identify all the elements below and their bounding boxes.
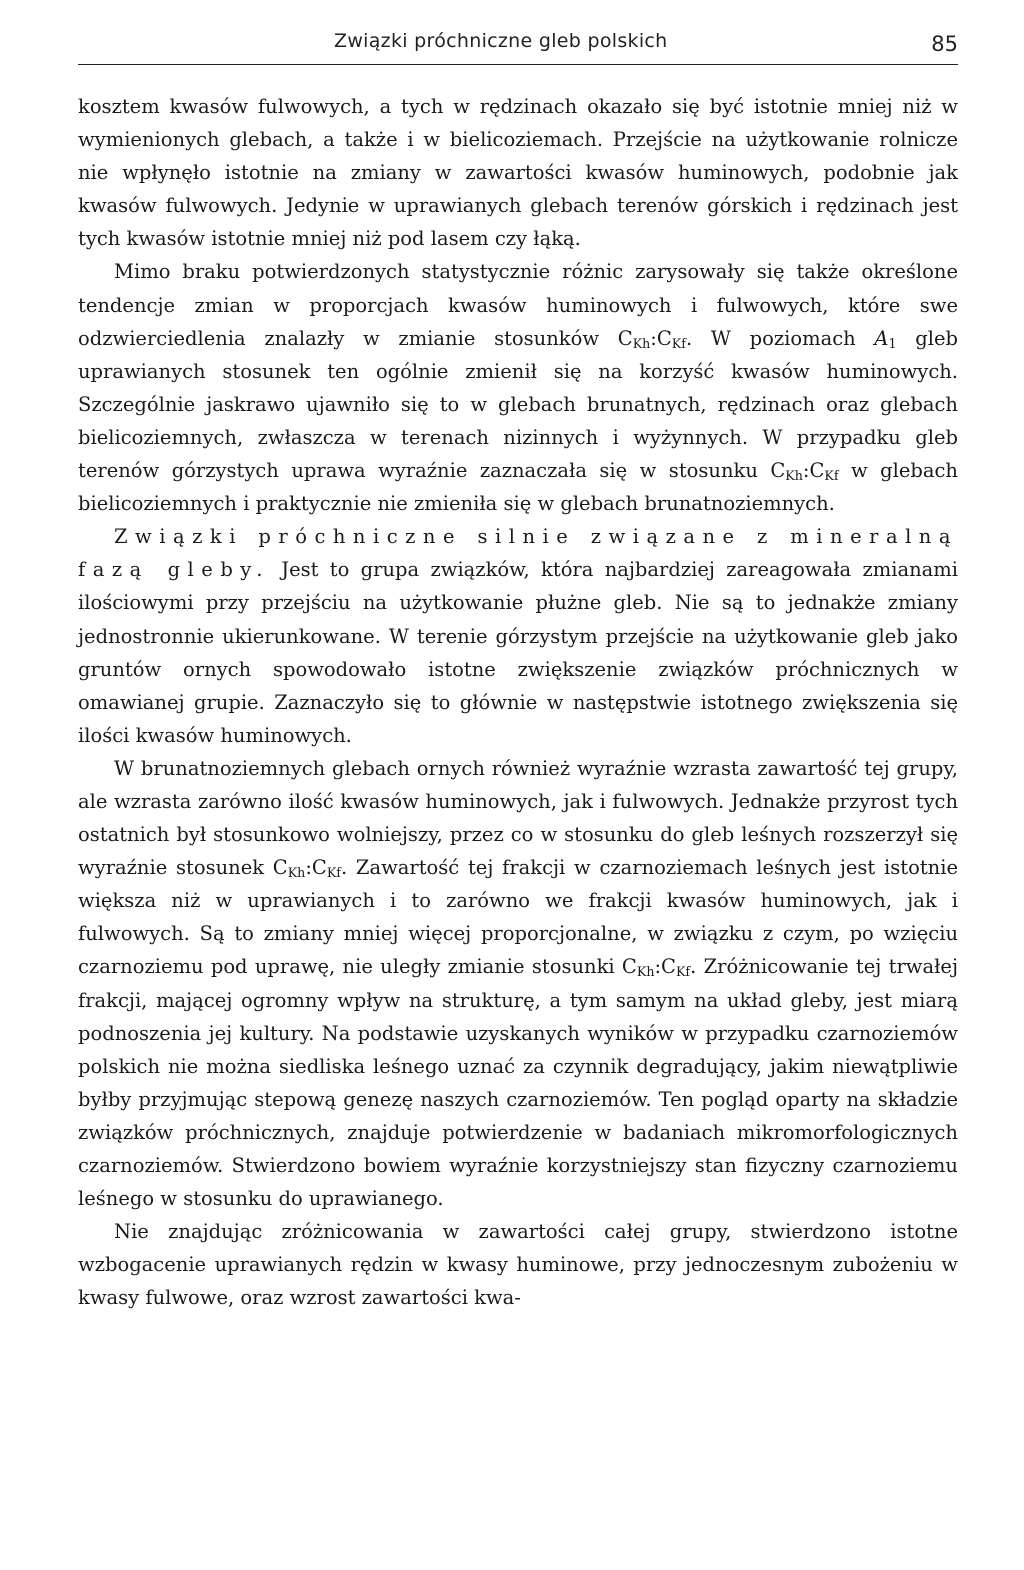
text-run: . Zróżnicowanie tej trwałej frakcji, mającej ogromny wpływ na strukturę, a tym samym na układ gleby, jest miarą podnoszenia jej kultury. Na podstawie uzyskanych wyników w przypadku czarnoziemów polskich nie można siedliska leśnego uznać za czynnik degradujący, jakim niewątpliwie byłby przyjmując stepową genezę naszych czarnoziemów. Ten pogląd oparty na składzie związków próchnicznych, znajduje potwierdzenie w badaniach mikromorfologicznych czarnoziemów. Stwierdzono bowiem wyraźnie korzystniejszy stan fizyczny czarnoziemu leśnego w stosunku do uprawianego. (78, 955, 958, 1211)
text-run: . Zawartość tej frakcji w czarnoziemach leśnych jest istotnie większa niż w uprawianych i to zarówno we frakcji kwasów huminowych, jak i fulwowych. Są to zmiany mniej więcej proporcjonalne, w związku z czym, po wzięciu czarnoziemu pod uprawę, nie uległy zmianie stosunki C (78, 856, 958, 979)
text-run: w glebach bielicoziemnych i praktycznie nie zmieniła się w glebach brunatnoziemnych. (78, 459, 958, 516)
subscript: Kh (636, 964, 655, 980)
page-header (78, 30, 958, 65)
italic-symbol: A (874, 326, 889, 350)
text-run: Mimo braku potwierdzonych statystycznie różnic zarysowały się także określone tendencje zmian w proporcjach kwasów huminowych i fulwowych, które swe odzwierciedlenia znalazły w zmianie stosunków C (78, 260, 958, 350)
subscript: Kh (287, 865, 306, 881)
text-run: :C (802, 459, 825, 483)
text-run: W brunatnoziemnych glebach ornych również wyraźnie wzrasta zawartość tej grupy, ale wzrasta zarówno ilość kwasów huminowych, jak i fulwowych. Jednakże przyrost tych ostatnich był stosunkowo wolniejszy, przez co w stosunku do gleb leśnych rozszerzył się wyraźnie stosunek C (78, 756, 958, 880)
paragraph (78, 520, 958, 752)
text-run: :C (650, 326, 672, 350)
text-run: Nie znajdując zróżnicowania w zawartości całej grupy, stwierdzono istotne wzbogacenie uprawianych rędzin w kwasy huminowe, przy jednoczesnym zubożeniu w kwasy fulwowe, oraz wzrost zawartości kwa- (78, 1220, 958, 1310)
subscript: Kf (675, 964, 691, 980)
text-run: :C (305, 856, 327, 880)
subscript: Kh (632, 335, 651, 351)
subscript: Kf (671, 335, 686, 351)
text-run: . W poziomach (685, 326, 875, 350)
running-title: Związki próchniczne gleb polskich (334, 30, 668, 52)
text-run: :C (654, 955, 676, 979)
subscript: Kh (785, 468, 803, 484)
subscript: Kf (326, 865, 341, 881)
text-run: kosztem kwasów fulwowych, a tych w rędzinach okazało się być istotnie mniej niż w wymienionych glebach, a także i w bielicoziemach. Przejście na użytkowanie rolnicze nie wpłynęło istotnie na zmiany w zawartości kwasów huminowych, podobnie jak kwasów fulwowych. Jedynie w uprawianych glebach terenów górskich i rędzinach jest tych kwasów istotnie mniej niż pod lasem czy łąką. (78, 95, 958, 251)
subscript: Kf (824, 468, 839, 484)
section-heading-inline: Związki próchniczne silnie związane z mineralną fazą gleby. (78, 525, 958, 582)
paragraph (78, 752, 958, 1215)
paragraph (78, 255, 958, 520)
subscript: 1 (888, 335, 897, 351)
paragraph (78, 90, 958, 255)
body-text (78, 90, 958, 1314)
page-number: 85 (931, 32, 958, 56)
text-run: Jest to grupa związków, która najbardziej zareagowała zmianami ilościowymi przy przejściu na użytkowanie płużne gleb. Nie są to jednakże zmiany jednostronnie ukierunkowane. W terenie górzystym przejście na użytkowanie gleb jako gruntów ornych spowodowało istotne zwiększenie związków próchnicznych w omawianej grupie. Zaznaczyło się to głównie w następstwie istotnego zwiększenia się ilości kwasów huminowych. (78, 558, 958, 747)
paragraph (78, 1215, 958, 1314)
text-run: gleb uprawianych stosunek ten ogólnie zmienił się na korzyść kwasów huminowych. Szczególnie jaskrawo ujawniło się to w glebach brunatnych, rędzinach oraz glebach bielicoziemnych, zwłaszcza w terenach nizinnych i wyżynnych. W przypadku gleb terenów górzystych uprawa wyraźnie zaznaczała się w stosunku C (78, 326, 958, 483)
